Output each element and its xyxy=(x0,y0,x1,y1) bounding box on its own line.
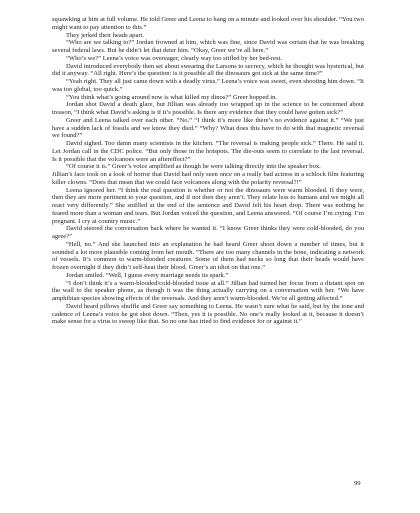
paragraph: David sighed. Too damn many scientists in the kitchen. “The reversal is making people sick.” There. He said it. Let Jordan call in the CDC police. “But only those in the hotspots. The die-outs seem to correlate to the last reversal. Is it possible that the volcanoes were an aftereffect?” xyxy=(52,140,364,163)
paragraph: David heard pillows shuffle and Greer say something to Leena. He wasn’t sure what he said, but by the tone and cadence of Leena’s voice he got shot down. “Then, yes it is possible. No one’s really looked at it, because it doesn’t make sense for a virus to sweep like that. So no one has tried to find evidence for or against it.” xyxy=(52,302,364,326)
paragraph: David introduced everybody then set about swearing the Larsons to secrecy, which he thought was hysterical, but did it anyway. “All right. Here’s the question: is it possible all the dinosaurs got sick at the same time?” xyxy=(52,62,364,78)
paragraph: David steered the conversation back where he wanted it. “I know Greer thinks they were cold-blooded, do you agree?” xyxy=(52,225,364,240)
page-number: 99 xyxy=(354,480,361,487)
paragraph: Jillian’s face took on a look of horror that David had only seen once on a really bad actress in a schlock film featuring killer clowns. “Does that mean that we could face volcanoes along with the polarity reversal?!” xyxy=(52,171,364,186)
body-text xyxy=(52,16,364,326)
paragraph: “You think what’s going around now is what killed my dinos?” Greer hopped in. xyxy=(66,93,277,101)
paragraph: “Who are we talking to?” Jordan frowned at him, which was fine, since David was certain that he was breaking several federal laws. But he didn’t let that deter him. “Okay, Greer we’re all here.” xyxy=(52,39,364,54)
paragraph: Greer and Leena talked over each other. “No.” “I think it’s more like there’s no evidence against it.” “We just have a sudden lack of fossils and we know they died.” “Why? What does this have to do with that magnetic reversal we found?” xyxy=(52,116,364,140)
paragraph: “I don’t think it’s a warm-blooded/cold-blooded issue at all.” Jillian had turned her focus from a distant spot on the wall to the speaker phone, as though it was the thing actually carrying on a conversation with her. “We have amphibian species showing effects of the reversals. And they aren’t warm-blooded. We’re all getting affected.” xyxy=(52,279,364,302)
paragraph: They jerked their heads apart. xyxy=(66,31,144,39)
paragraph: “Who’s we?” Leena’s voice was overeager, clearly way too stifled by her bed-rest. xyxy=(66,54,283,62)
paragraph: squawking at him at full volume. He told Greer and Leena to hang on a minute and looked over his shoulder. “You two might want to pay attention to this.” xyxy=(52,16,364,31)
paragraph: Jordan smiled. “Well, I guess every marriage needs its spark.” xyxy=(66,271,229,279)
paragraph: “Yeah right. They all just came down with a deadly virus.” Leena’s voice was sweet, even shooting him down. “It was too global, too quick.” xyxy=(52,78,364,93)
paragraph: “Hell, no.” And she launched into an explanation he had heard Greer shoot down a number of times, but it sounded a lot more plausible coming from her mouth. “There are too many channels in the bone, indicating a network of vessels. It’s common to warm-blooded creatures. Some of them had necks so long that their heads would have frozen overnight if they didn’t self-heat their blood. Greer’s an idiot on that one.” xyxy=(52,240,364,271)
paragraph: Jordan shot David a death glare, but Jillian was already too wrapped up in the science to be concerned about treason, “I think what David’s asking is if it’s possible. Is there any evidence that they could have gotten sick?” xyxy=(52,101,364,116)
paragraph: “Of course it is.” Greer’s voice amplified as though he were talking directly into the speaker box. xyxy=(66,163,321,171)
paragraph: Leena ignored her. “I think the real question is whether or not the dinosaurs were warm blooded. If they were, then they are more pertinent to your question, and if not then they aren’t. They relate less to humans and we might all react very differently.” She sniffled at the end of the sentence and David felt his heart drop. There was nothing he feared more than a woman and tears. But Jordan voiced the question, and Leena answered. “Of course I’m crying. I’m pregnant. I cry at country music.” xyxy=(52,186,364,225)
